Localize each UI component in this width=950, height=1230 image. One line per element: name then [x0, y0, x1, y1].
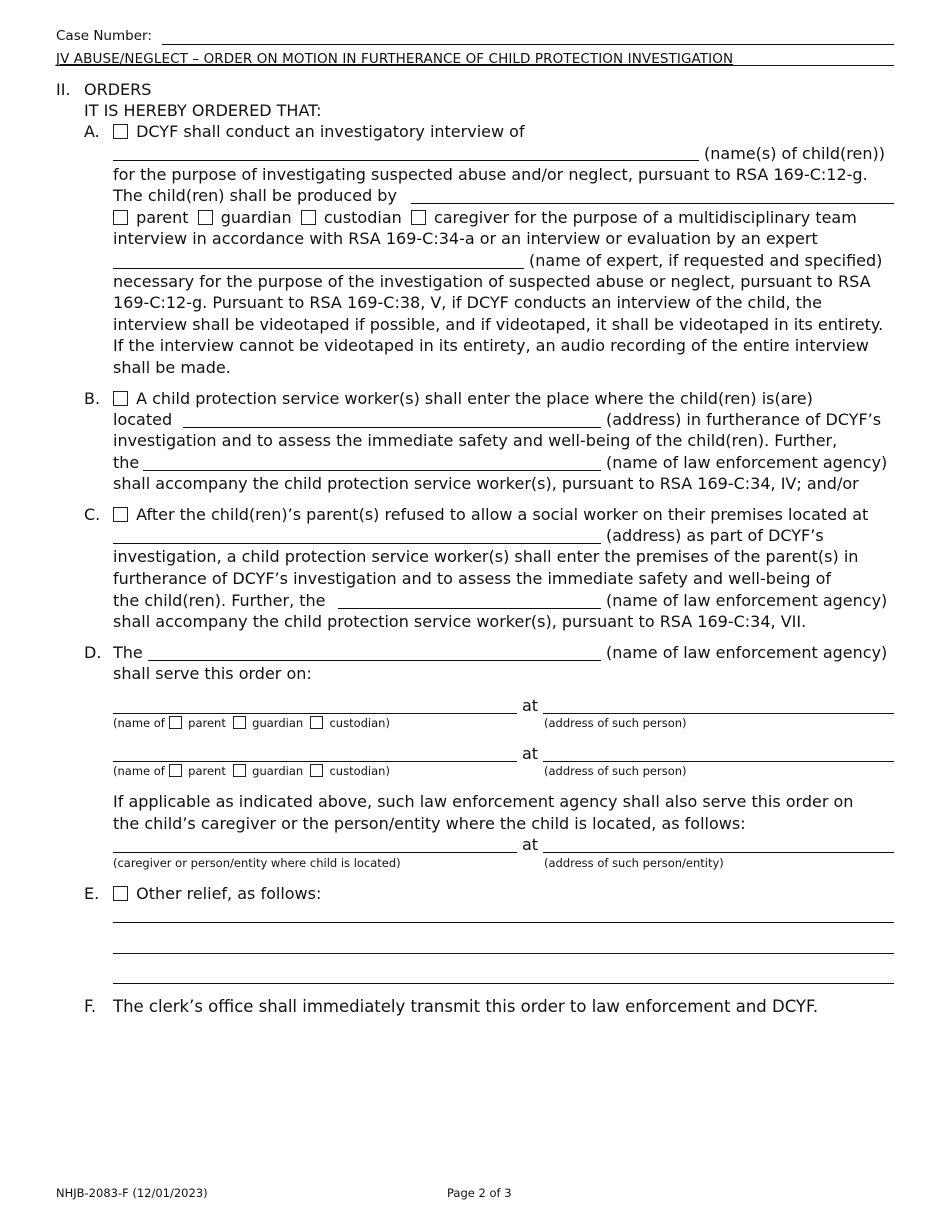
name-of-label-1: (name of	[113, 716, 165, 730]
produced-by-field[interactable]	[411, 203, 894, 204]
serve-2-custodian-label: custodian)	[329, 764, 390, 778]
serve-1-custodian-checkbox[interactable]	[310, 716, 323, 729]
item-b-letter: B.	[84, 389, 101, 408]
other-relief-line-2[interactable]	[113, 953, 894, 954]
caregiver-address-field[interactable]	[543, 852, 894, 853]
custodian-label: custodian	[323, 208, 402, 227]
item-c-line5a: the child(ren). Further, the	[113, 591, 326, 610]
entity-address-label: (address of such person/entity)	[544, 856, 724, 870]
header-divider	[56, 65, 894, 66]
item-b-address-label: (address) in furtherance of DCYF’s	[606, 410, 882, 429]
item-f-letter: F.	[84, 997, 97, 1016]
serve-1-guardian-label: guardian	[252, 716, 304, 730]
footer-page-number: Page 2 of 3	[447, 1186, 512, 1200]
serve-person-1-field[interactable]	[113, 713, 517, 714]
item-a-letter: A.	[84, 122, 100, 141]
item-a-line11: If the interview cannot be videotaped in its entirety, an audio recording of the entire interview	[113, 336, 869, 355]
item-a-line10: interview shall be videotaped if possible, and if videotaped, it shall be videotaped in its entirety.	[113, 315, 884, 334]
item-a-checkbox[interactable]	[113, 124, 128, 139]
item-b-checkbox[interactable]	[113, 391, 128, 406]
guardian-label: guardian	[220, 208, 292, 227]
applicable-line2: the child’s caregiver or the person/entity where the child is located, as follows:	[113, 814, 746, 833]
footer-form-number: NHJB-2083-F (12/01/2023)	[56, 1186, 208, 1200]
item-e-checkbox[interactable]	[113, 886, 128, 901]
item-e-letter: E.	[84, 884, 100, 903]
item-c-line1: After the child(ren)’s parent(s) refused to allow a social worker on their premises located at	[136, 505, 869, 524]
item-a-line1: DCYF shall conduct an investigatory interview of	[136, 122, 525, 141]
item-c-letter: C.	[84, 505, 101, 524]
section-numeral: II.	[56, 80, 71, 99]
item-f-text: The clerk’s office shall immediately transmit this order to law enforcement and DCYF.	[113, 997, 819, 1016]
guardian-checkbox[interactable]	[198, 210, 213, 225]
item-b-agency-field[interactable]	[143, 470, 601, 471]
item-c-line6: shall accompany the child protection service worker(s), pursuant to RSA 169-C:34, VII.	[113, 612, 807, 631]
serve-address-1-field[interactable]	[543, 713, 894, 714]
other-relief-line-1[interactable]	[113, 922, 894, 923]
serve-2-parent-checkbox[interactable]	[169, 764, 182, 777]
item-c-checkbox[interactable]	[113, 507, 128, 522]
caregiver-label: (caregiver or person/entity where child is located)	[113, 856, 401, 870]
caregiver-checkbox[interactable]	[411, 210, 426, 225]
serve-address-2-field[interactable]	[543, 761, 894, 762]
item-d-letter: D.	[84, 643, 102, 662]
parent-checkbox[interactable]	[113, 210, 128, 225]
item-e-line1: Other relief, as follows:	[136, 884, 322, 903]
serve-at-1: at	[522, 696, 539, 715]
serve-1-parent-label: parent	[188, 716, 226, 730]
name-of-label-2: (name of	[113, 764, 165, 778]
item-d-agency-label: (name of law enforcement agency)	[606, 643, 888, 662]
item-c-line4: furtherance of DCYF’s investigation and to assess the immediate safety and well-being of	[113, 569, 832, 588]
item-b-agency-label: (name of law enforcement agency)	[606, 453, 888, 472]
case-number-field[interactable]	[162, 44, 894, 45]
parent-label: parent	[136, 208, 189, 227]
item-c-address-label: (address) as part of DCYF’s	[606, 526, 824, 545]
child-names-field[interactable]	[113, 160, 699, 161]
item-a-line12: shall be made.	[113, 358, 231, 377]
item-b-line5: shall accompany the child protection service worker(s), pursuant to RSA 169-C:34, IV; and/or	[113, 474, 859, 493]
item-a-line6: interview in accordance with RSA 169-C:34-a or an interview or evaluation by an expert	[113, 229, 818, 248]
form-title: JV ABUSE/NEGLECT – ORDER ON MOTION IN FURTHERANCE OF CHILD PROTECTION INVESTIGATION	[56, 51, 734, 67]
item-a-line9: 169-C:12-g. Pursuant to RSA 169-C:38, V, if DCYF conducts an interview of the child, the	[113, 293, 822, 312]
item-c-agency-field[interactable]	[338, 608, 601, 609]
serve-2-guardian-label: guardian	[252, 764, 304, 778]
item-a-line8: necessary for the purpose of the investigation of suspected abuse or neglect, pursuant to RSA	[113, 272, 871, 291]
item-d-agency-field[interactable]	[148, 660, 601, 661]
item-c-line3: investigation, a child protection service worker(s) shall enter the premises of the parent(s) in	[113, 547, 859, 566]
item-b-located: located	[113, 410, 173, 429]
address-label-2: (address of such person)	[544, 764, 687, 778]
item-a-line3: for the purpose of investigating suspected abuse and/or neglect, pursuant to RSA 169-C:12-g.	[113, 165, 868, 184]
serve-1-parent-checkbox[interactable]	[169, 716, 182, 729]
item-d-the: The	[113, 643, 143, 662]
section-title: ORDERS	[84, 80, 152, 99]
child-address-field[interactable]	[183, 427, 601, 428]
serve-2-custodian-checkbox[interactable]	[310, 764, 323, 777]
custodian-checkbox[interactable]	[301, 210, 316, 225]
serve-1-custodian-label: custodian)	[329, 716, 390, 730]
child-names-label: (name(s) of child(ren))	[704, 144, 885, 163]
item-b-the: the	[113, 453, 140, 472]
serve-2-parent-label: parent	[188, 764, 226, 778]
other-relief-line-3[interactable]	[113, 983, 894, 984]
caregiver-label: caregiver for the purpose of a multidisciplinary team	[433, 208, 857, 227]
serve-1-guardian-checkbox[interactable]	[233, 716, 246, 729]
expert-name-label: (name of expert, if requested and specified)	[529, 251, 883, 270]
item-b-line3: investigation and to assess the immediate safety and well-being of the child(ren). Further,	[113, 431, 838, 450]
serve-at-2: at	[522, 744, 539, 763]
serve-2-guardian-checkbox[interactable]	[233, 764, 246, 777]
expert-name-field[interactable]	[113, 268, 524, 269]
item-c-agency-label: (name of law enforcement agency)	[606, 591, 888, 610]
item-d-line2: shall serve this order on:	[113, 664, 312, 683]
section-intro: IT IS HEREBY ORDERED THAT:	[84, 101, 322, 120]
case-number-label: Case Number:	[56, 28, 152, 44]
address-label-1: (address of such person)	[544, 716, 687, 730]
serve-person-2-field[interactable]	[113, 761, 517, 762]
serve-at-3: at	[522, 835, 539, 854]
caregiver-field[interactable]	[113, 852, 517, 853]
item-b-line1: A child protection service worker(s) shall enter the place where the child(ren) is(are)	[136, 389, 813, 408]
parent-premises-address-field[interactable]	[113, 543, 601, 544]
item-a-line4: The child(ren) shall be produced by	[113, 186, 397, 205]
applicable-line1: If applicable as indicated above, such law enforcement agency shall also serve this order on	[113, 792, 854, 811]
